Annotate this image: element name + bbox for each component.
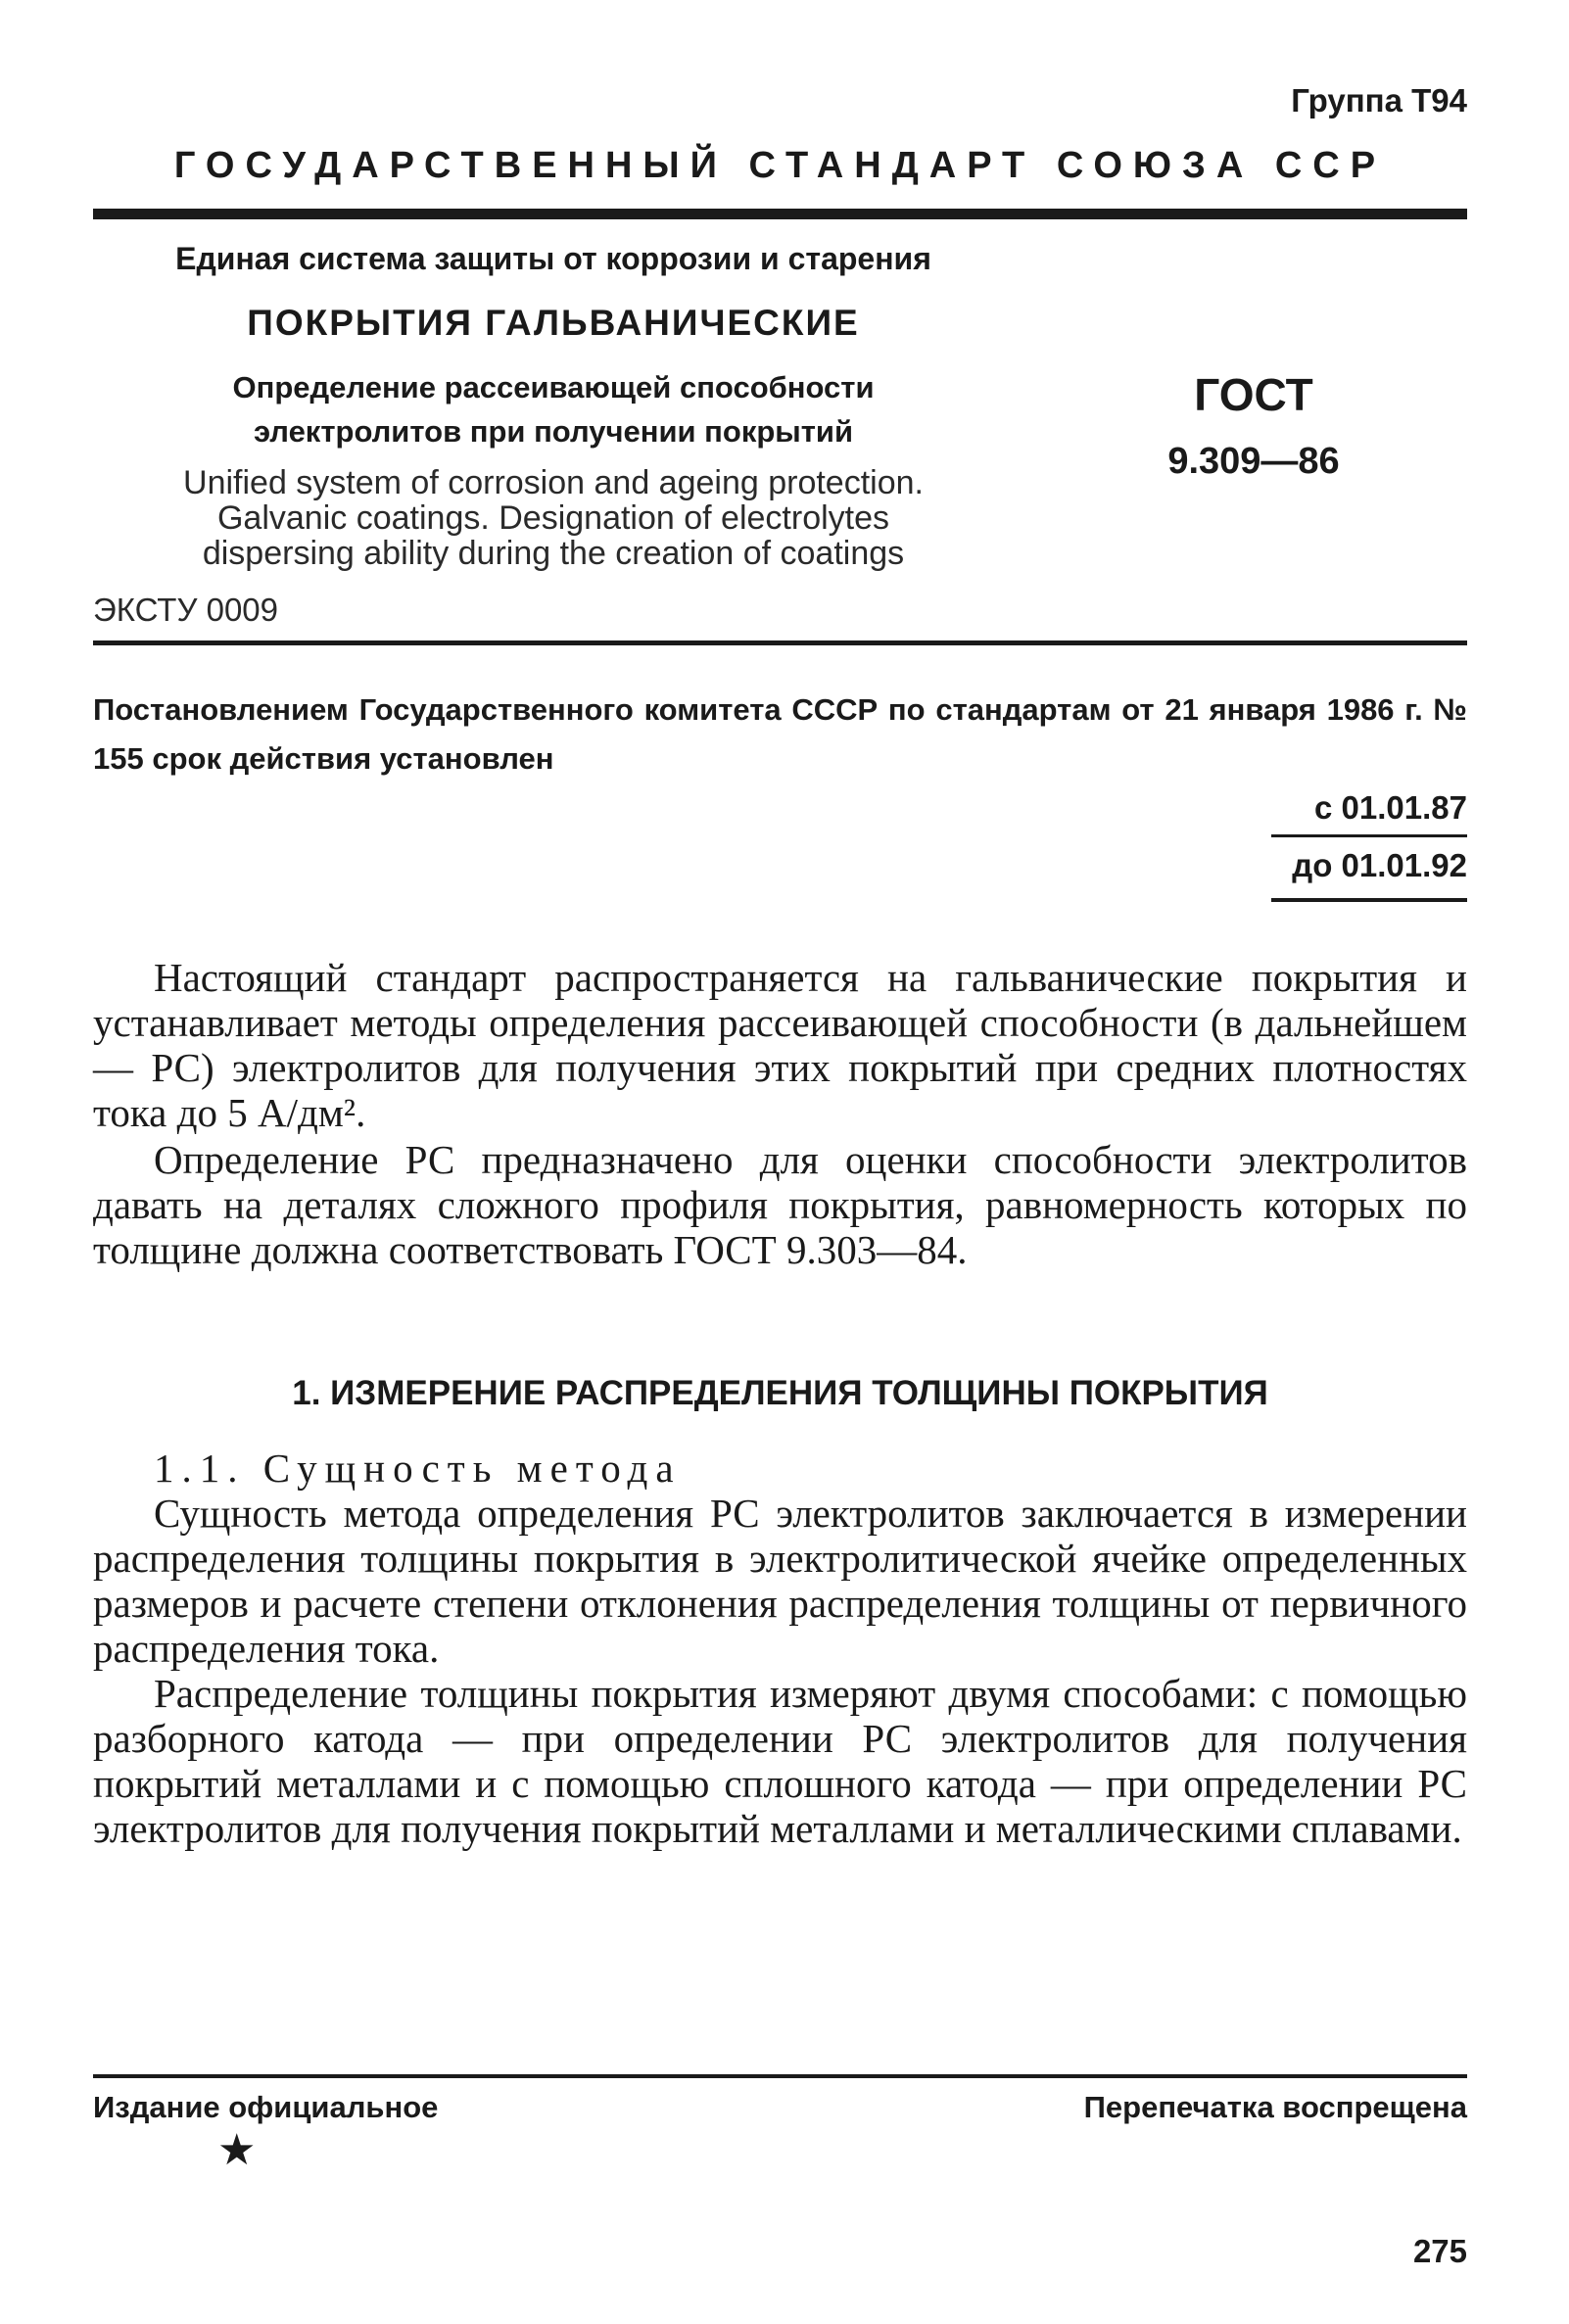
page-number: 275 xyxy=(1412,2233,1467,2269)
english-title xyxy=(93,465,1014,571)
star-icon: ★ xyxy=(217,2126,257,2174)
date-underline xyxy=(1271,898,1467,902)
gost-number: 9.309—86 xyxy=(1167,441,1340,482)
top-rule xyxy=(93,209,1467,219)
decree-text: Постановлением Государственного комитета СССР по стандартам от 21 января 1986 г. № 155 срок действия установлен xyxy=(93,692,1467,776)
english-title-line: Unified system of corrosion and ageing protection. xyxy=(183,464,924,501)
subtitle-line: Определение рассеивающей способности xyxy=(232,370,875,404)
reprint-note: Перепечатка воспрещена xyxy=(1083,2090,1467,2124)
document-title: ПОКРЫТИЯ ГАЛЬВАНИЧЕСКИЕ xyxy=(247,303,860,343)
section-paragraph: Сущность метода определения РС электролитов заключается в измерении распределения толщины покрытия в электролитической ячейке определенных размеров и расчете степени отклонения распределения толщины от первичного распределения тока. xyxy=(93,1491,1467,1671)
section-heading: 1. ИЗМЕРЕНИЕ РАСПРЕДЕЛЕНИЯ ТОЛЩИНЫ ПОКРЫТИЯ xyxy=(292,1374,1268,1412)
subtitle-line: электролитов при получении покрытий xyxy=(253,414,854,449)
section-1 xyxy=(93,1371,1467,1851)
header-left xyxy=(93,241,1014,571)
subtitle xyxy=(93,365,1014,453)
validity-dates xyxy=(1271,783,1467,902)
intro-text xyxy=(93,955,1467,1272)
gost-designation xyxy=(1107,368,1401,483)
english-title-line: dispersing ability during the creation of coatings xyxy=(202,535,905,572)
oksty-code: ЭКСТУ 0009 xyxy=(93,592,279,628)
standard-title: ГОСУДАРСТВЕННЫЙ СТАНДАРТ СОЮЗА ССР xyxy=(173,145,1387,186)
date-divider xyxy=(1271,834,1467,837)
date-from: с 01.01.87 xyxy=(1314,789,1467,826)
footer-rule xyxy=(93,2074,1467,2078)
gost-label: ГОСТ xyxy=(1194,369,1313,420)
system-name: Единая система защиты от коррозии и старения xyxy=(175,241,931,276)
date-to: до 01.01.92 xyxy=(1292,847,1467,883)
english-title-line: Galvanic coatings. Designation of electrolytes xyxy=(216,499,890,537)
intro-paragraph: Настоящий стандарт распространяется на гальванические покрытия и устанавливает методы определения рассеивающей способности (в дальнейшем — РС) электролитов для получения этих покрытий при средних плотностях тока до 5 А/дм². xyxy=(93,955,1467,1135)
edition-note: Издание официальное xyxy=(93,2090,439,2124)
subsection-heading: 1.1. Сущность метода xyxy=(154,1446,682,1491)
group-label: Группа Т94 xyxy=(1291,82,1467,119)
intro-paragraph: Определение РС предназначено для оценки способности электролитов давать на деталях сложного профиля покрытия, равномерность которых по толщине должна соответствовать ГОСТ 9.303—84. xyxy=(93,1137,1467,1272)
section-paragraph: Распределение толщины покрытия измеряют двумя способами: с помощью разборного катода — при определении РС электролитов для получения покрытий металлами и с помощью сплошного катода — при определении РС электролитов для получения покрытий металлами и металлическими сплавами. xyxy=(93,1671,1467,1851)
middle-rule xyxy=(93,640,1467,645)
